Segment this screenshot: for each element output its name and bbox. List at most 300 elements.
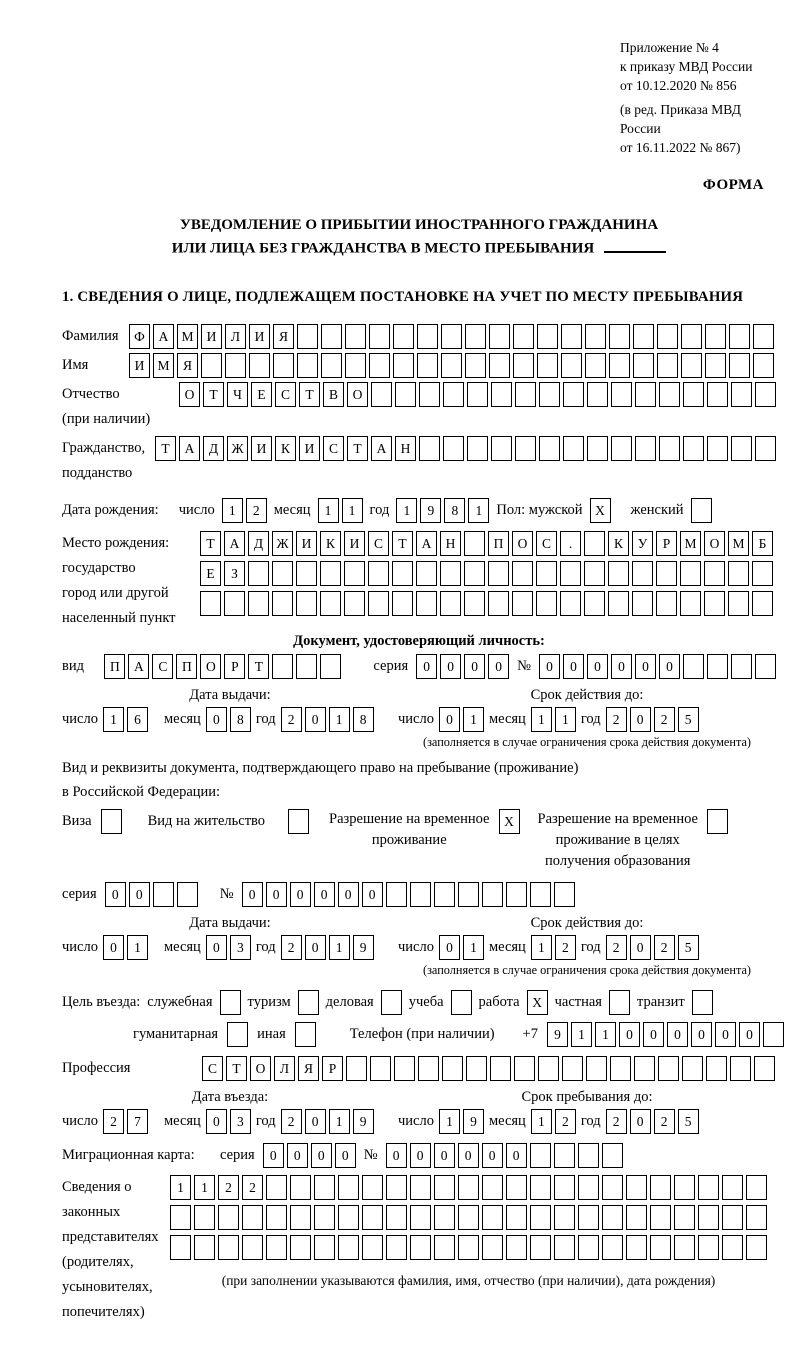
representatives-cell[interactable] <box>674 1205 695 1230</box>
birth-month-cell[interactable]: 1 <box>318 498 339 523</box>
representatives-cell[interactable] <box>746 1175 767 1200</box>
representatives-cell[interactable] <box>506 1205 527 1230</box>
citizenship-cell[interactable]: К <box>275 436 296 461</box>
res-issue-day-cell[interactable]: 0 <box>103 935 124 960</box>
representatives-cell[interactable]: 2 <box>218 1175 239 1200</box>
representatives-cell[interactable] <box>458 1205 479 1230</box>
res-valid-year-cell[interactable]: 0 <box>630 935 651 960</box>
birth-day-cell[interactable]: 2 <box>246 498 267 523</box>
birth-place-cell[interactable] <box>512 561 533 586</box>
surname-cell[interactable] <box>321 324 342 349</box>
representatives-cell[interactable] <box>506 1235 527 1260</box>
representatives-cell[interactable] <box>458 1235 479 1260</box>
citizenship-cell[interactable]: И <box>251 436 272 461</box>
res-number-cell[interactable]: 0 <box>266 882 287 907</box>
res-valid-day-cell[interactable]: 1 <box>463 935 484 960</box>
birth-place-cell[interactable] <box>584 531 605 556</box>
res-valid-day-cell[interactable]: 0 <box>439 935 460 960</box>
representatives-cell[interactable] <box>434 1235 455 1260</box>
birth-place-cell[interactable]: М <box>728 531 749 556</box>
birth-place-cell[interactable] <box>680 561 701 586</box>
profession-cell[interactable]: Т <box>226 1056 247 1081</box>
res-valid-year-cell[interactable]: 2 <box>654 935 675 960</box>
birth-place-cell[interactable] <box>584 561 605 586</box>
mig-series-cell[interactable]: 0 <box>311 1143 332 1168</box>
surname-cell[interactable] <box>297 324 318 349</box>
res-number-cell[interactable] <box>530 882 551 907</box>
birth-place-cell[interactable] <box>272 591 293 616</box>
birth-place-cell[interactable] <box>392 591 413 616</box>
representatives-cell[interactable] <box>266 1205 287 1230</box>
representatives-cell[interactable] <box>482 1205 503 1230</box>
surname-cell[interactable]: И <box>249 324 270 349</box>
name-cell[interactable] <box>585 353 606 378</box>
name-cell[interactable]: Я <box>177 353 198 378</box>
birth-place-cell[interactable]: И <box>296 531 317 556</box>
birth-year-cell[interactable]: 1 <box>396 498 417 523</box>
phone-cell[interactable]: 0 <box>619 1022 640 1047</box>
entry-month-cell[interactable]: 3 <box>230 1109 251 1134</box>
birth-place-cell[interactable] <box>344 561 365 586</box>
purpose-inaya-checkbox[interactable] <box>295 1022 316 1047</box>
patronymic-cell[interactable] <box>395 382 416 407</box>
purpose-gumanitarnaya-checkbox[interactable] <box>227 1022 248 1047</box>
profession-cell[interactable] <box>682 1056 703 1081</box>
birth-place-cell[interactable]: Е <box>200 561 221 586</box>
stay-year-cell[interactable]: 0 <box>630 1109 651 1134</box>
edu-permit-checkbox[interactable] <box>707 809 728 834</box>
representatives-cell[interactable] <box>602 1175 623 1200</box>
citizenship-cell[interactable] <box>707 436 728 461</box>
representatives-cell[interactable] <box>578 1205 599 1230</box>
name-cell[interactable] <box>417 353 438 378</box>
representatives-cell[interactable] <box>410 1175 431 1200</box>
purpose-turizm-checkbox[interactable] <box>298 990 319 1015</box>
entry-day-cell[interactable]: 7 <box>127 1109 148 1134</box>
representatives-cell[interactable] <box>482 1175 503 1200</box>
name-cell[interactable] <box>441 353 462 378</box>
representatives-cell[interactable] <box>314 1175 335 1200</box>
representatives-cell[interactable] <box>218 1205 239 1230</box>
birth-place-cell[interactable] <box>680 591 701 616</box>
representatives-cell[interactable] <box>722 1205 743 1230</box>
patronymic-cell[interactable]: О <box>347 382 368 407</box>
name-cell[interactable]: М <box>153 353 174 378</box>
birth-place-cell[interactable] <box>368 591 389 616</box>
patronymic-cell[interactable]: Т <box>203 382 224 407</box>
name-cell[interactable] <box>537 353 558 378</box>
patronymic-cell[interactable] <box>491 382 512 407</box>
res-issue-day-cell[interactable]: 1 <box>127 935 148 960</box>
representatives-cell[interactable] <box>650 1205 671 1230</box>
name-cell[interactable] <box>657 353 678 378</box>
citizenship-cell[interactable] <box>419 436 440 461</box>
doc-issue-year-cell[interactable]: 0 <box>305 707 326 732</box>
res-number-cell[interactable]: 0 <box>290 882 311 907</box>
name-cell[interactable] <box>705 353 726 378</box>
name-cell[interactable] <box>369 353 390 378</box>
entry-month-cell[interactable]: 0 <box>206 1109 227 1134</box>
phone-cell[interactable] <box>763 1022 784 1047</box>
birth-year-cell[interactable]: 1 <box>468 498 489 523</box>
mig-number-cell[interactable] <box>554 1143 575 1168</box>
representatives-cell[interactable] <box>650 1175 671 1200</box>
representatives-cell[interactable] <box>338 1235 359 1260</box>
birth-place-cell[interactable] <box>224 591 245 616</box>
profession-cell[interactable] <box>346 1056 367 1081</box>
citizenship-cell[interactable]: И <box>299 436 320 461</box>
birth-place-cell[interactable] <box>608 591 629 616</box>
surname-cell[interactable] <box>753 324 774 349</box>
surname-cell[interactable] <box>465 324 486 349</box>
mig-number-cell[interactable] <box>578 1143 599 1168</box>
birth-place-cell[interactable] <box>248 591 269 616</box>
patronymic-cell[interactable]: Ч <box>227 382 248 407</box>
birth-place-cell[interactable] <box>464 591 485 616</box>
citizenship-cell[interactable]: Н <box>395 436 416 461</box>
birth-place-cell[interactable] <box>368 561 389 586</box>
birth-place-cell[interactable] <box>536 591 557 616</box>
birth-month-cell[interactable]: 1 <box>342 498 363 523</box>
doc-kind-cell[interactable]: О <box>200 654 221 679</box>
title-blank-line[interactable] <box>604 237 666 253</box>
representatives-cell[interactable] <box>554 1235 575 1260</box>
birth-place-cell[interactable] <box>296 591 317 616</box>
phone-cell[interactable]: 0 <box>643 1022 664 1047</box>
surname-cell[interactable] <box>345 324 366 349</box>
entry-year-cell[interactable]: 1 <box>329 1109 350 1134</box>
representatives-cell[interactable] <box>530 1205 551 1230</box>
res-number-cell[interactable]: 0 <box>338 882 359 907</box>
representatives-cell[interactable] <box>434 1175 455 1200</box>
representatives-cell[interactable] <box>626 1205 647 1230</box>
surname-cell[interactable] <box>417 324 438 349</box>
res-issue-year-cell[interactable]: 1 <box>329 935 350 960</box>
patronymic-cell[interactable] <box>755 382 776 407</box>
citizenship-cell[interactable]: А <box>179 436 200 461</box>
res-issue-year-cell[interactable]: 2 <box>281 935 302 960</box>
representatives-cell[interactable] <box>674 1175 695 1200</box>
representatives-cell[interactable] <box>314 1235 335 1260</box>
surname-cell[interactable] <box>537 324 558 349</box>
surname-cell[interactable] <box>561 324 582 349</box>
entry-year-cell[interactable]: 0 <box>305 1109 326 1134</box>
patronymic-cell[interactable] <box>563 382 584 407</box>
profession-cell[interactable] <box>754 1056 775 1081</box>
doc-series-cell[interactable]: 0 <box>464 654 485 679</box>
patronymic-cell[interactable] <box>539 382 560 407</box>
representatives-cell[interactable] <box>698 1175 719 1200</box>
doc-series-cell[interactable]: 0 <box>440 654 461 679</box>
citizenship-cell[interactable] <box>515 436 536 461</box>
profession-cell[interactable] <box>706 1056 727 1081</box>
name-cell[interactable] <box>681 353 702 378</box>
res-valid-year-cell[interactable]: 5 <box>678 935 699 960</box>
surname-cell[interactable] <box>633 324 654 349</box>
birth-place-cell[interactable] <box>560 561 581 586</box>
doc-number-cell[interactable] <box>731 654 752 679</box>
birth-place-cell[interactable] <box>512 591 533 616</box>
birth-place-cell[interactable] <box>536 561 557 586</box>
birth-place-cell[interactable] <box>320 561 341 586</box>
representatives-cell[interactable] <box>314 1205 335 1230</box>
birth-place-cell[interactable] <box>632 591 653 616</box>
birth-place-cell[interactable]: Д <box>248 531 269 556</box>
res-number-cell[interactable] <box>386 882 407 907</box>
mig-number-cell[interactable]: 0 <box>410 1143 431 1168</box>
surname-cell[interactable] <box>729 324 750 349</box>
name-cell[interactable] <box>465 353 486 378</box>
profession-cell[interactable] <box>370 1056 391 1081</box>
stay-month-cell[interactable]: 2 <box>555 1109 576 1134</box>
representatives-cell[interactable] <box>674 1235 695 1260</box>
birth-place-cell[interactable]: Б <box>752 531 773 556</box>
res-series-cell[interactable]: 0 <box>105 882 126 907</box>
name-cell[interactable] <box>225 353 246 378</box>
citizenship-cell[interactable]: А <box>371 436 392 461</box>
doc-issue-month-cell[interactable]: 8 <box>230 707 251 732</box>
citizenship-cell[interactable] <box>635 436 656 461</box>
phone-cell[interactable]: 1 <box>571 1022 592 1047</box>
profession-cell[interactable] <box>418 1056 439 1081</box>
profession-cell[interactable] <box>394 1056 415 1081</box>
name-cell[interactable] <box>273 353 294 378</box>
birth-place-cell[interactable]: А <box>224 531 245 556</box>
entry-year-cell[interactable]: 2 <box>281 1109 302 1134</box>
sex-female-checkbox[interactable] <box>691 498 712 523</box>
birth-place-cell[interactable] <box>584 591 605 616</box>
surname-cell[interactable]: И <box>201 324 222 349</box>
citizenship-cell[interactable] <box>587 436 608 461</box>
name-cell[interactable] <box>249 353 270 378</box>
representatives-cell[interactable] <box>290 1205 311 1230</box>
name-cell[interactable] <box>561 353 582 378</box>
patronymic-cell[interactable]: В <box>323 382 344 407</box>
res-number-cell[interactable] <box>482 882 503 907</box>
res-issue-month-cell[interactable]: 3 <box>230 935 251 960</box>
birth-place-cell[interactable]: Т <box>392 531 413 556</box>
patronymic-cell[interactable] <box>731 382 752 407</box>
mig-number-cell[interactable]: 0 <box>482 1143 503 1168</box>
surname-cell[interactable] <box>657 324 678 349</box>
birth-day-cell[interactable]: 1 <box>222 498 243 523</box>
surname-cell[interactable]: Л <box>225 324 246 349</box>
representatives-cell[interactable] <box>458 1175 479 1200</box>
res-series-cell[interactable] <box>177 882 198 907</box>
birth-year-cell[interactable]: 9 <box>420 498 441 523</box>
birth-place-cell[interactable] <box>248 561 269 586</box>
surname-cell[interactable] <box>369 324 390 349</box>
profession-cell[interactable] <box>658 1056 679 1081</box>
patronymic-cell[interactable] <box>443 382 464 407</box>
name-cell[interactable] <box>393 353 414 378</box>
representatives-cell[interactable] <box>386 1175 407 1200</box>
phone-cell[interactable]: 0 <box>739 1022 760 1047</box>
birth-place-cell[interactable] <box>464 561 485 586</box>
purpose-ucheba-checkbox[interactable] <box>451 990 472 1015</box>
mig-number-cell[interactable] <box>530 1143 551 1168</box>
birth-place-cell[interactable] <box>488 561 509 586</box>
profession-cell[interactable] <box>730 1056 751 1081</box>
representatives-cell[interactable] <box>290 1235 311 1260</box>
mig-number-cell[interactable]: 0 <box>506 1143 527 1168</box>
doc-kind-cell[interactable]: П <box>176 654 197 679</box>
entry-day-cell[interactable]: 2 <box>103 1109 124 1134</box>
birth-place-cell[interactable]: С <box>536 531 557 556</box>
patronymic-cell[interactable]: С <box>275 382 296 407</box>
representatives-cell[interactable] <box>602 1235 623 1260</box>
patronymic-cell[interactable] <box>515 382 536 407</box>
purpose-delovaya-checkbox[interactable] <box>381 990 402 1015</box>
temp-permit-checkbox[interactable]: X <box>499 809 520 834</box>
doc-valid-day-cell[interactable]: 1 <box>463 707 484 732</box>
birth-place-cell[interactable]: З <box>224 561 245 586</box>
doc-kind-cell[interactable]: С <box>152 654 173 679</box>
representatives-cell[interactable] <box>746 1205 767 1230</box>
birth-place-cell[interactable] <box>464 531 485 556</box>
name-cell[interactable] <box>201 353 222 378</box>
representatives-cell[interactable] <box>266 1235 287 1260</box>
mig-series-cell[interactable]: 0 <box>335 1143 356 1168</box>
mig-series-cell[interactable]: 0 <box>263 1143 284 1168</box>
representatives-cell[interactable] <box>530 1175 551 1200</box>
purpose-chastnaya-checkbox[interactable] <box>609 990 630 1015</box>
birth-place-cell[interactable] <box>656 591 677 616</box>
birth-place-cell[interactable]: П <box>488 531 509 556</box>
representatives-cell[interactable] <box>338 1205 359 1230</box>
stay-day-cell[interactable]: 9 <box>463 1109 484 1134</box>
name-cell[interactable] <box>513 353 534 378</box>
profession-cell[interactable] <box>610 1056 631 1081</box>
patronymic-cell[interactable]: Е <box>251 382 272 407</box>
doc-issue-month-cell[interactable]: 0 <box>206 707 227 732</box>
representatives-cell[interactable] <box>338 1175 359 1200</box>
birth-place-cell[interactable] <box>272 561 293 586</box>
stay-year-cell[interactable]: 5 <box>678 1109 699 1134</box>
birth-place-cell[interactable]: О <box>512 531 533 556</box>
patronymic-cell[interactable] <box>707 382 728 407</box>
representatives-cell[interactable]: 1 <box>194 1175 215 1200</box>
representatives-cell[interactable] <box>746 1235 767 1260</box>
name-cell[interactable]: И <box>129 353 150 378</box>
patronymic-cell[interactable] <box>659 382 680 407</box>
res-issue-month-cell[interactable]: 0 <box>206 935 227 960</box>
citizenship-cell[interactable]: С <box>323 436 344 461</box>
representatives-cell[interactable] <box>194 1205 215 1230</box>
citizenship-cell[interactable] <box>755 436 776 461</box>
birth-place-cell[interactable] <box>440 561 461 586</box>
res-number-cell[interactable] <box>554 882 575 907</box>
doc-valid-month-cell[interactable]: 1 <box>531 707 552 732</box>
doc-kind-cell[interactable] <box>272 654 293 679</box>
surname-cell[interactable] <box>393 324 414 349</box>
doc-number-cell[interactable]: 0 <box>635 654 656 679</box>
phone-cell[interactable]: 1 <box>595 1022 616 1047</box>
birth-place-cell[interactable]: М <box>680 531 701 556</box>
birth-place-cell[interactable] <box>344 591 365 616</box>
name-cell[interactable] <box>489 353 510 378</box>
birth-place-cell[interactable]: Ж <box>272 531 293 556</box>
res-issue-year-cell[interactable]: 9 <box>353 935 374 960</box>
surname-cell[interactable]: А <box>153 324 174 349</box>
profession-cell[interactable]: С <box>202 1056 223 1081</box>
representatives-cell[interactable] <box>242 1235 263 1260</box>
birth-place-cell[interactable]: У <box>632 531 653 556</box>
surname-cell[interactable] <box>441 324 462 349</box>
representatives-cell[interactable] <box>362 1235 383 1260</box>
doc-issue-day-cell[interactable]: 1 <box>103 707 124 732</box>
birth-place-cell[interactable]: И <box>344 531 365 556</box>
mig-series-cell[interactable]: 0 <box>287 1143 308 1168</box>
birth-place-cell[interactable] <box>752 561 773 586</box>
surname-cell[interactable] <box>489 324 510 349</box>
doc-kind-cell[interactable]: П <box>104 654 125 679</box>
representatives-cell[interactable] <box>722 1175 743 1200</box>
name-cell[interactable] <box>345 353 366 378</box>
representatives-cell[interactable] <box>578 1235 599 1260</box>
citizenship-cell[interactable] <box>659 436 680 461</box>
representatives-cell[interactable] <box>650 1235 671 1260</box>
birth-place-cell[interactable] <box>752 591 773 616</box>
citizenship-cell[interactable] <box>467 436 488 461</box>
citizenship-cell[interactable]: Ж <box>227 436 248 461</box>
doc-kind-cell[interactable]: А <box>128 654 149 679</box>
mig-number-cell[interactable]: 0 <box>434 1143 455 1168</box>
doc-valid-year-cell[interactable]: 5 <box>678 707 699 732</box>
sex-male-checkbox[interactable]: X <box>590 498 611 523</box>
birth-place-cell[interactable] <box>440 591 461 616</box>
representatives-cell[interactable] <box>386 1235 407 1260</box>
birth-place-cell[interactable] <box>632 561 653 586</box>
doc-kind-cell[interactable]: Р <box>224 654 245 679</box>
purpose-rabota-checkbox[interactable]: X <box>527 990 548 1015</box>
res-number-cell[interactable]: 0 <box>362 882 383 907</box>
birth-place-cell[interactable] <box>416 561 437 586</box>
birth-place-cell[interactable]: Н <box>440 531 461 556</box>
doc-number-cell[interactable]: 0 <box>659 654 680 679</box>
surname-cell[interactable]: Я <box>273 324 294 349</box>
patronymic-cell[interactable] <box>611 382 632 407</box>
name-cell[interactable] <box>753 353 774 378</box>
representatives-cell[interactable] <box>362 1205 383 1230</box>
doc-kind-cell[interactable] <box>320 654 341 679</box>
birth-place-cell[interactable] <box>704 561 725 586</box>
entry-year-cell[interactable]: 9 <box>353 1109 374 1134</box>
res-number-cell[interactable]: 0 <box>314 882 335 907</box>
doc-number-cell[interactable]: 0 <box>539 654 560 679</box>
representatives-cell[interactable] <box>578 1175 599 1200</box>
res-number-cell[interactable]: 0 <box>242 882 263 907</box>
birth-place-cell[interactable] <box>392 561 413 586</box>
surname-cell[interactable]: Ф <box>129 324 150 349</box>
representatives-cell[interactable] <box>218 1235 239 1260</box>
doc-kind-cell[interactable] <box>296 654 317 679</box>
doc-valid-month-cell[interactable]: 1 <box>555 707 576 732</box>
profession-cell[interactable] <box>634 1056 655 1081</box>
citizenship-cell[interactable]: Д <box>203 436 224 461</box>
name-cell[interactable] <box>729 353 750 378</box>
representatives-cell[interactable] <box>362 1175 383 1200</box>
doc-issue-year-cell[interactable]: 8 <box>353 707 374 732</box>
patronymic-cell[interactable]: Т <box>299 382 320 407</box>
mig-number-cell[interactable]: 0 <box>458 1143 479 1168</box>
birth-place-cell[interactable] <box>656 561 677 586</box>
surname-cell[interactable] <box>609 324 630 349</box>
birth-place-cell[interactable] <box>608 561 629 586</box>
birth-place-cell[interactable]: К <box>320 531 341 556</box>
profession-cell[interactable] <box>514 1056 535 1081</box>
doc-number-cell[interactable] <box>683 654 704 679</box>
